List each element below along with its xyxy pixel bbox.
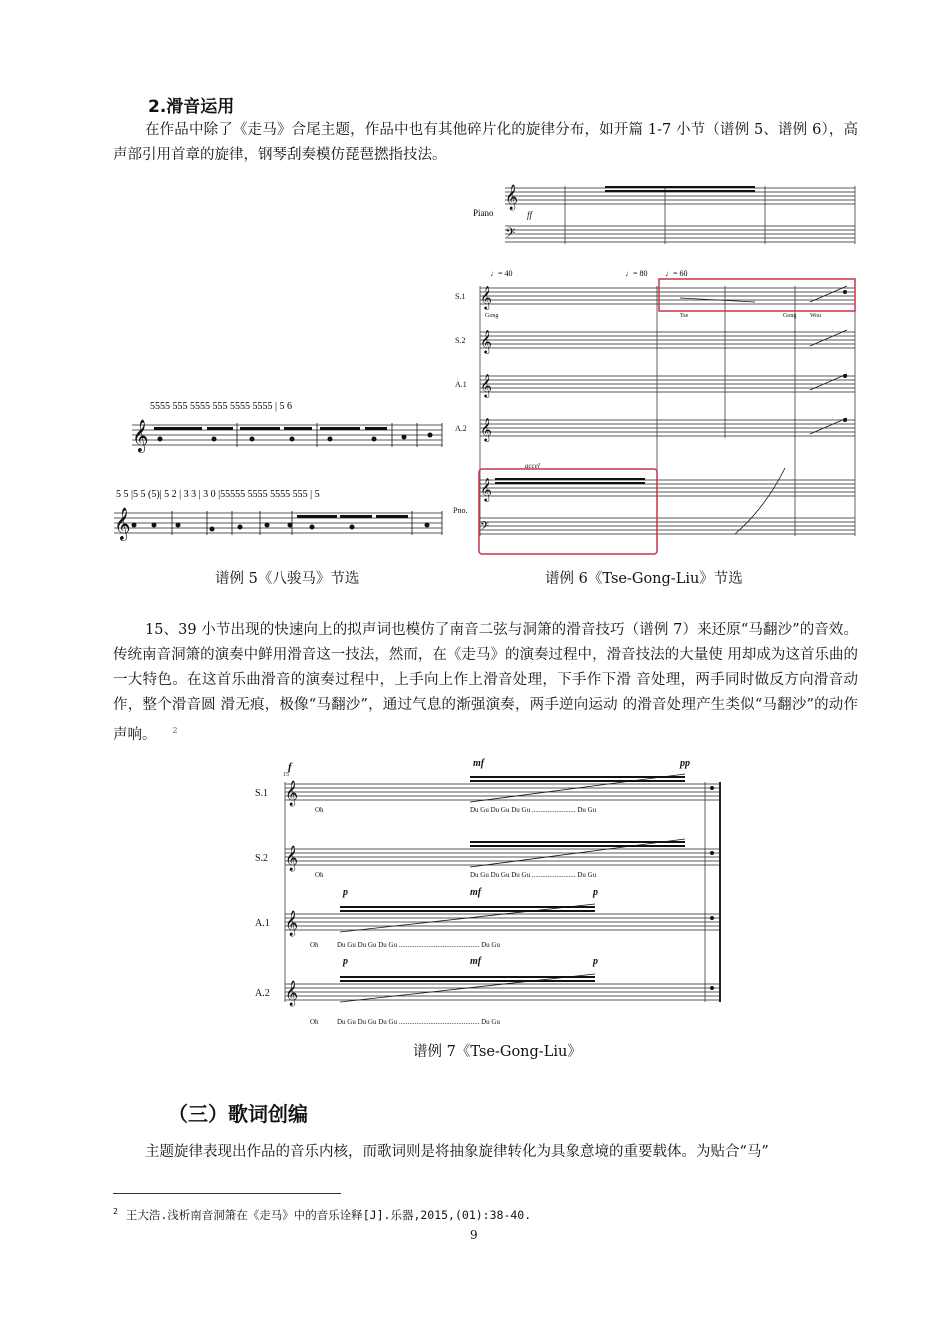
svg-text:𝄞: 𝄞 [480, 375, 492, 397]
svg-text:𝄞: 𝄞 [480, 331, 492, 353]
svg-text:𝄢: 𝄢 [480, 521, 490, 536]
svg-text:𝄞: 𝄞 [285, 780, 299, 805]
ex6-tempo2: ♩= 80 [625, 269, 648, 278]
ex6-tempo1: ♩= 40 [490, 269, 513, 278]
svg-text:𝄞: 𝄞 [114, 509, 131, 540]
ex7-dyn-mf-a1: mf [470, 887, 482, 898]
ex5-row1-numbers: 5555 555 5555 555 5555 5555 | 5 6 [150, 401, 293, 412]
ex7-syl-a1: Du Gu Du Gu Du Gu .............................................. Du Gu [337, 941, 500, 949]
ex6-syl-2: Tse [680, 313, 689, 319]
ex7-voice-a2: A.2 [255, 988, 270, 999]
ex6-voice-a2: A.2 [455, 424, 467, 433]
svg-text:𝄞: 𝄞 [285, 845, 299, 870]
ex6-pno-label: Pno. [453, 506, 468, 515]
ex7-dyn-p-a1-end: p [593, 887, 598, 898]
ex7-syl-s1: Du Gu Du Gu Du Gu ......................... Du Gu [470, 806, 597, 814]
paragraph-intro: 在作品中除了《走马》合尾主题，作品中也有其他碎片化的旋律分布，如开篇 1-7 小节（谱例 5、谱例 6），高声部引用首章的旋律，钢琴刮奏模仿琵琶撚指技法。 [113, 122, 858, 163]
svg-text:𝄞: 𝄞 [285, 910, 299, 935]
ex7-dyn-p-a1: p [343, 887, 348, 898]
ex7-dyn-pp-s1: pp [680, 758, 690, 769]
svg-text:𝄞: 𝄞 [132, 421, 149, 452]
ex6-syl-4: Wou [810, 313, 822, 319]
score-example-7 [245, 752, 725, 1030]
footnote-text: 王大浩.浅析南音洞箫在《走马》中的音乐诠释[J].乐器,2015,(01):38-40. [125, 1208, 532, 1222]
ex7-oh-s1: Oh [315, 806, 324, 814]
ex7-syl-a2: Du Gu Du Gu Du Gu .............................................. Du Gu [337, 1018, 500, 1026]
svg-text:𝄞: 𝄞 [480, 287, 492, 309]
ex7-syl-s2: Du Gu Du Gu Du Gu ......................... Du Gu [470, 871, 597, 879]
footnote [113, 1207, 531, 1223]
caption-example-6: 谱例 6《Tse-Gong-Liu》节选 [545, 571, 743, 587]
ex6-syl-1: Gong [485, 313, 499, 319]
svg-text:𝄞: 𝄞 [285, 980, 299, 1005]
ex6-syl-3: Gong [783, 313, 797, 319]
paragraph-glissando [113, 618, 858, 748]
page-number: 9 [470, 1228, 478, 1242]
svg-text:𝄞: 𝄞 [480, 419, 492, 441]
ex7-dyn-p-a2-end: p [593, 956, 598, 967]
ex6-accel: accel [525, 462, 540, 470]
caption-example-5: 谱例 5《八骏马》节选 [215, 571, 360, 587]
svg-text:𝄢: 𝄢 [505, 227, 516, 244]
ex6-tempo3: ♩= 60 [665, 269, 688, 278]
ex7-voice-s2: S.2 [255, 853, 269, 864]
footnote-reference: 2 [172, 726, 178, 735]
lyrics-heading: （三）歌词创编 [168, 1102, 308, 1126]
svg-text:𝄞: 𝄞 [505, 184, 519, 209]
ex6-voice-a1: A.1 [455, 380, 467, 389]
ex7-oh-a2: Oh [310, 1018, 319, 1026]
ex6-voice-s2: S.2 [455, 336, 466, 345]
paragraph-glissando-text: 15、39 小节出现的快速向上的拟声词也模仿了南音二弦与洞箫的滑音技巧（谱例 7）来还原“马翻沙”的音效。传统南音洞箫的演奏中鲜用滑音这一技法，然而，在《走马》的演奏过程中，滑音技法的大量使 用却成为这首乐曲的一大特色。在这首乐曲滑音的演奏过程中，上手向上作上滑音处理，下手作下滑 音处理，两手同时做反方向滑音动作，整个滑音圆 滑无痕，极像“马翻沙”，通过气息的渐强演奏，两手逆向运动 的滑音处理产生类似“马翻沙”的动作声响。 [113, 622, 858, 743]
ex7-dyn-mf-s1: mf [473, 758, 485, 769]
ex7-dyn-f: f [288, 761, 292, 773]
footnote-divider [113, 1193, 341, 1194]
ex7-voice-a1: A.1 [255, 918, 270, 929]
ex6-piano-label: Piano [473, 208, 494, 218]
ex7-dyn-p-a2: p [343, 956, 348, 967]
paragraph-lyrics: 主题旋律表现出作品的音乐内核，而歌词则是将抽象旋律转化为具象意境的重要载体。为贴合“马” [145, 1144, 769, 1160]
ex7-oh-s2: Oh [315, 871, 324, 879]
ex6-voice-s1: S.1 [455, 292, 466, 301]
caption-example-7: 谱例 7《Tse-Gong-Liu》 [413, 1044, 582, 1060]
ex7-voice-s1: S.1 [255, 788, 269, 799]
svg-text:𝄞: 𝄞 [480, 479, 492, 501]
footnote-number: 2 [113, 1207, 118, 1217]
ex7-measure-number: 15 [283, 772, 289, 778]
ex7-oh-a1: Oh [310, 941, 319, 949]
ex5-row2-numbers: 5 5 |5 5 (5)| 5 2 | 3 3 | 3 0 |55555 5555 5555 555 | 5 [116, 489, 320, 500]
svg-text:ff: ff [527, 210, 533, 220]
score-example-5 [112, 395, 447, 565]
score-example-6 [453, 168, 860, 560]
ex7-dyn-mf-a2: mf [470, 956, 482, 967]
section-heading: 2.滑音运用 [148, 97, 235, 117]
